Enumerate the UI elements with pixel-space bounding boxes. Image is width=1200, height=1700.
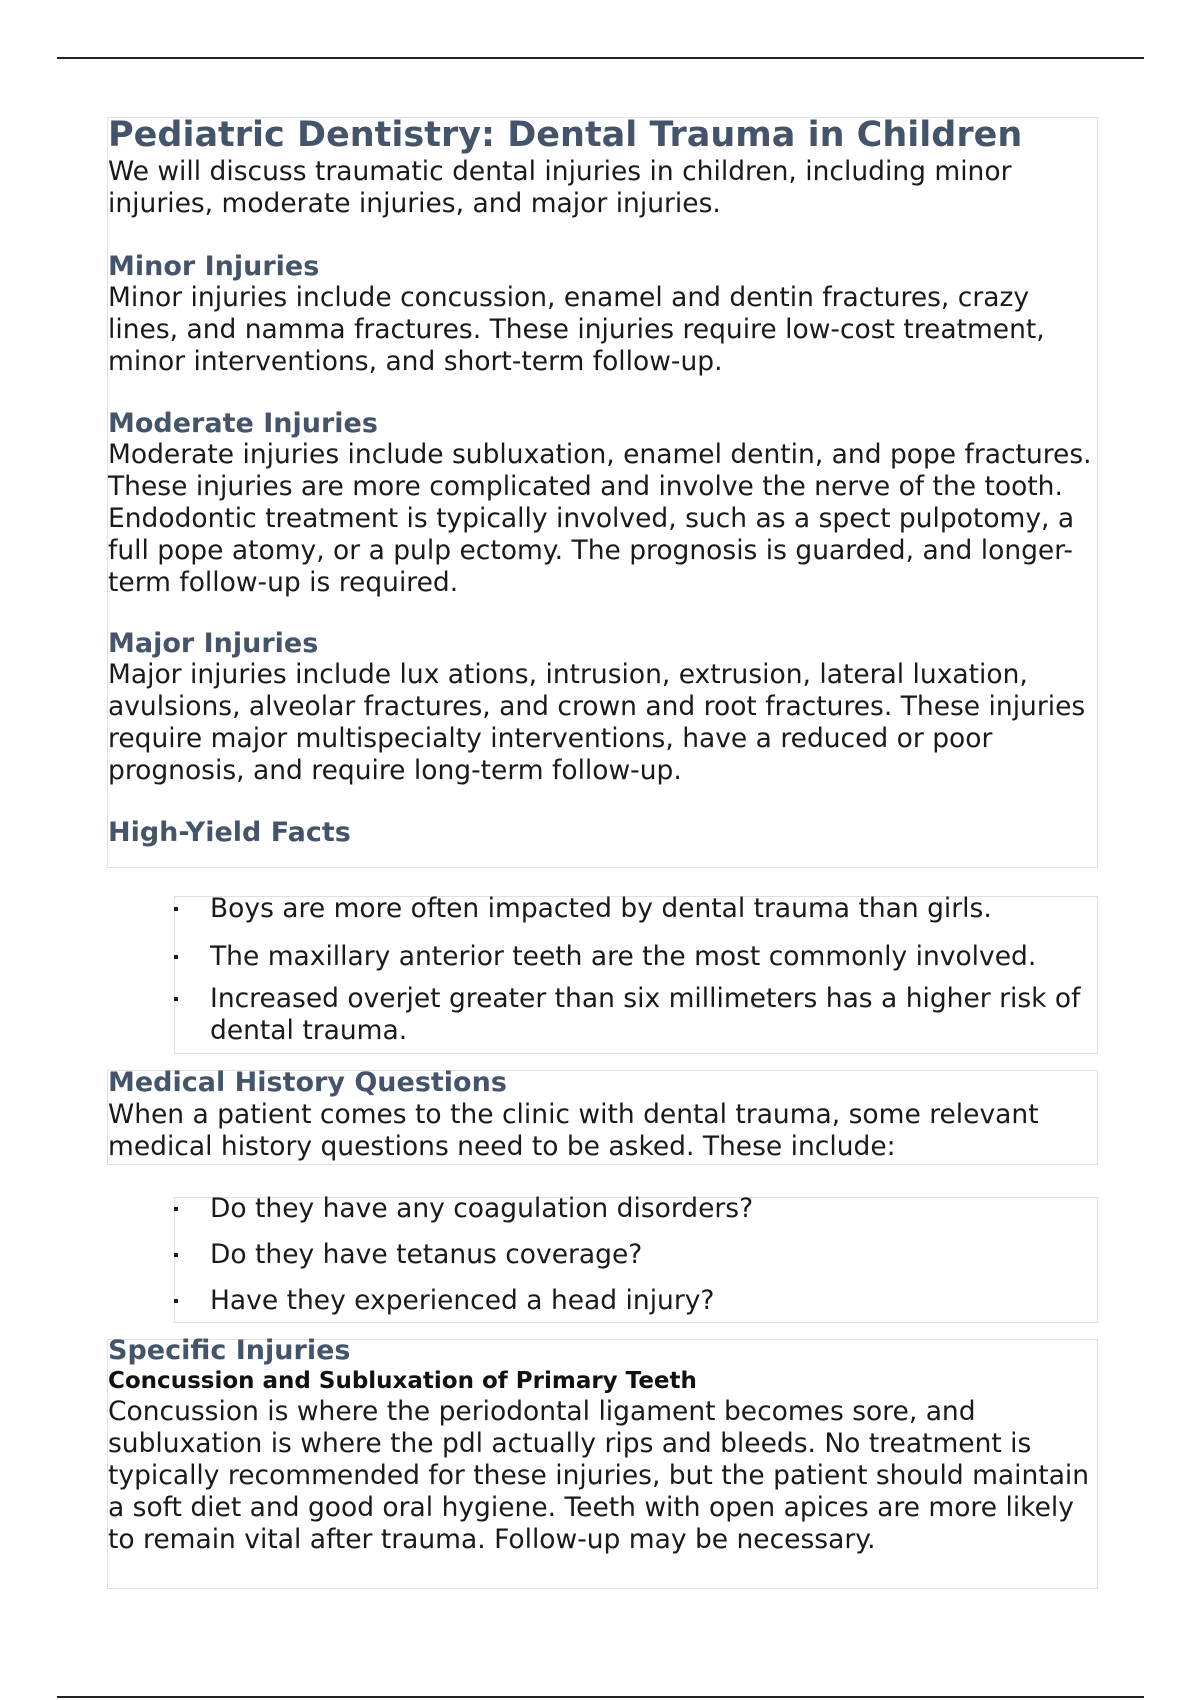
bullet-icon (174, 1207, 178, 1211)
medical-history-heading: Medical History Questions (108, 1067, 507, 1098)
list-item-text: Do they have any coagulation disorders? (210, 1193, 754, 1224)
list-item-text: Boys are more often impacted by dental trauma than girls. (210, 893, 992, 924)
concussion-subheading: Concussion and Subluxation of Primary Teeth (108, 1368, 697, 1394)
medical-history-questions-list (174, 1193, 1098, 1331)
bullet-icon (174, 1253, 178, 1257)
page-title: Pediatric Dentistry: Dental Trauma in Children (108, 115, 1023, 155)
bullet-icon (174, 907, 178, 911)
list-item-text: Have they experienced a head injury? (210, 1285, 715, 1316)
list-item (174, 983, 1098, 1047)
list-item (174, 1193, 1098, 1225)
top-rule (57, 57, 1144, 59)
bullet-icon (174, 997, 178, 1001)
minor-injuries-paragraph: Minor injuries include concussion, enamel and dentin fractures, crazy lines, and namma fractures. These injuries require low-cost treatment, minor interventions, and short-term follow-up. (108, 282, 1045, 377)
list-item-text: The maxillary anterior teeth are the most commonly involved. (210, 941, 1037, 972)
intro-paragraph: We will discuss traumatic dental injuries in children, including minor injuries, moderate injuries, and major injuries. (108, 156, 1012, 219)
list-item-text: Increased overjet greater than six millimeters has a higher risk of dental trauma. (210, 983, 1081, 1046)
list-item (174, 941, 1098, 973)
medical-history-paragraph: When a patient comes to the clinic with dental trauma, some relevant medical history questions need to be asked. These include: (108, 1099, 1039, 1162)
moderate-injuries-paragraph: Moderate injuries include subluxation, enamel dentin, and pope fractures. These injuries are more complicated and involve the nerve of the tooth. Endodontic treatment is typically involved, such as a spect pulpotomy, a full pope atomy, or a pulp ectomy. The prognosis is guarded, and longer-term follow-up is required. (108, 439, 1092, 598)
major-injuries-heading: Major Injuries (108, 628, 319, 659)
minor-injuries-heading: Minor Injuries (108, 251, 320, 282)
list-item (174, 893, 1098, 925)
bullet-icon (174, 1299, 178, 1303)
high-yield-facts-list (174, 893, 1098, 1063)
major-injuries-paragraph: Major injuries include lux ations, intrusion, extrusion, lateral luxation, avulsions, alveolar fractures, and crown and root fractures. These injuries require major multispecialty interventions, have a reduced or poor prognosis, and require long-term follow-up. (108, 659, 1086, 786)
concussion-paragraph: Concussion is where the periodontal ligament becomes sore, and subluxation is where the pdl actually rips and bleeds. No treatment is typically recommended for these injuries, but the patient should maintain a soft diet and good oral hygiene. Teeth with open apices are more likely to remain vital after trauma. Follow-up may be necessary. (108, 1396, 1090, 1555)
moderate-injuries-heading: Moderate Injuries (108, 408, 378, 439)
bottom-rule (57, 1696, 1144, 1698)
list-item (174, 1285, 1098, 1317)
specific-injuries-heading: Specific Injuries (108, 1335, 351, 1366)
bullet-icon (174, 955, 178, 959)
list-item-text: Do they have tetanus coverage? (210, 1239, 643, 1270)
high-yield-facts-heading: High-Yield Facts (108, 817, 351, 848)
list-item (174, 1239, 1098, 1271)
